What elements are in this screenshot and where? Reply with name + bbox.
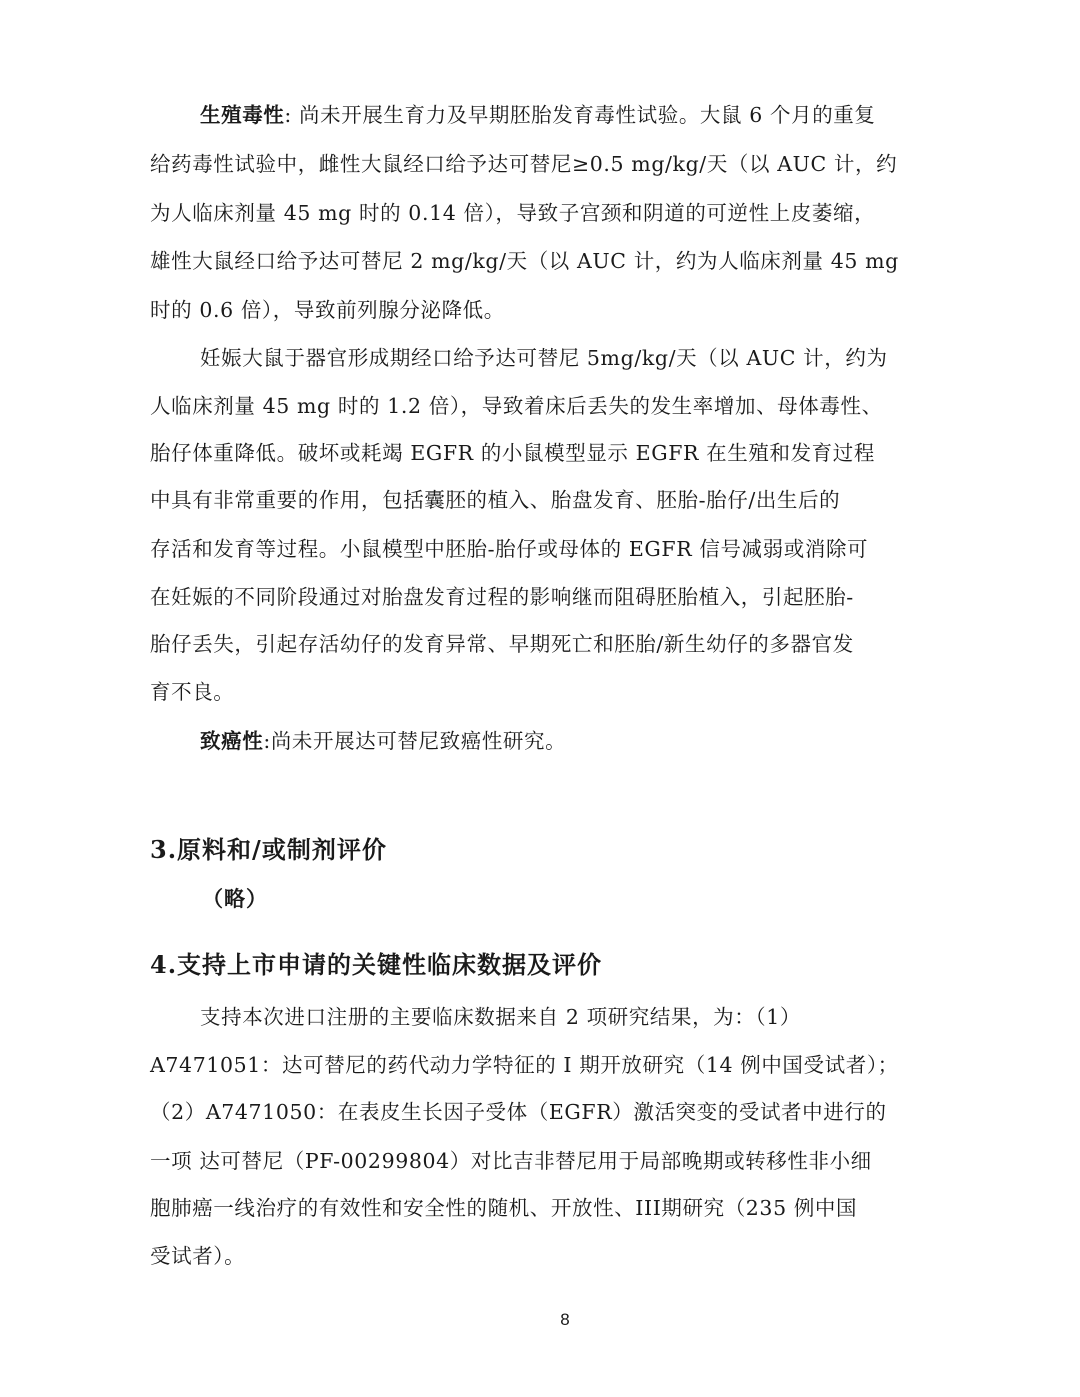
pregnancy-line-8: 育不良。 (150, 680, 235, 704)
carcino-label: 致癌性 (200, 729, 264, 753)
page-number: 8 (560, 1310, 570, 1329)
section-4-line-5: 胞肺癌一线治疗的有效性和安全性的随机、开放性、III期研究（235 例中国 (150, 1196, 858, 1220)
section-3-note: （略） (202, 886, 268, 911)
section-4-line-4: 一项 达可替尼（PF-00299804）对比吉非替尼用于局部晚期或转移性非小细 (150, 1149, 872, 1173)
pregnancy-line-5: 存活和发育等过程。小鼠模型中胚胎-胎仔或母体的 EGFR 信号减弱或消除可 (150, 537, 869, 561)
repro-line-4: 雄性大鼠经口给予达可替尼 2 mg/kg/天（以 AUC 计，约为人临床剂量 45 mg (150, 249, 899, 273)
repro-text-1: : 尚未开展生育力及早期胚胎发育毒性试验。大鼠 6 个月的重复 (284, 103, 876, 127)
repro-line-1 (200, 100, 980, 130)
pregnancy-line-6: 在妊娠的不同阶段通过对胎盘发育过程的影响继而阻碍胚胎植入，引起胚胎- (150, 585, 854, 609)
section-4-line-3: （2）A7471050：在表皮生长因子受体（EGFR）激活突变的受试者中进行的 (150, 1100, 887, 1124)
repro-line-2: 给药毒性试验中，雌性大鼠经口给予达可替尼≥0.5 mg/kg/天（以 AUC 计，约 (150, 152, 898, 176)
pregnancy-line-7: 胎仔丢失，引起存活幼仔的发育异常、早期死亡和胚胎/新生幼仔的多器官发 (150, 632, 854, 656)
carcino-line (200, 726, 980, 756)
section-4-line-2: A7471051：达可替尼的药代动力学特征的 I 期开放研究（14 例中国受试者）； (150, 1053, 899, 1077)
repro-line-5: 时的 0.6 倍），导致前列腺分泌降低。 (150, 298, 505, 322)
section-3-heading: 3.原料和/或制剂评价 (150, 835, 387, 864)
pregnancy-line-3: 胎仔体重降低。破坏或耗竭 EGFR 的小鼠模型显示 EGFR 在生殖和发育过程 (150, 441, 875, 465)
carcino-text: :尚未开展达可替尼致癌性研究。 (263, 729, 567, 753)
section-4-line-1: 支持本次进口注册的主要临床数据来自 2 项研究结果，为：（1） (200, 1005, 801, 1029)
pregnancy-line-4: 中具有非常重要的作用，包括囊胚的植入、胎盘发育、胚胎-胎仔/出生后的 (150, 488, 841, 512)
repro-line-3: 为人临床剂量 45 mg 时的 0.14 倍），导致子宫颈和阴道的可逆性上皮萎缩， (150, 201, 876, 225)
section-4-line-6: 受试者）。 (150, 1244, 246, 1268)
pregnancy-line-2: 人临床剂量 45 mg 时的 1.2 倍），导致着床后丢失的发生率增加、母体毒性、 (150, 394, 883, 418)
repro-label: 生殖毒性 (200, 103, 285, 127)
pregnancy-line-1: 妊娠大鼠于器官形成期经口给予达可替尼 5mg/kg/天（以 AUC 计，约为 (200, 346, 888, 370)
section-4-heading: 4.支持上市申请的关键性临床数据及评价 (150, 950, 603, 979)
